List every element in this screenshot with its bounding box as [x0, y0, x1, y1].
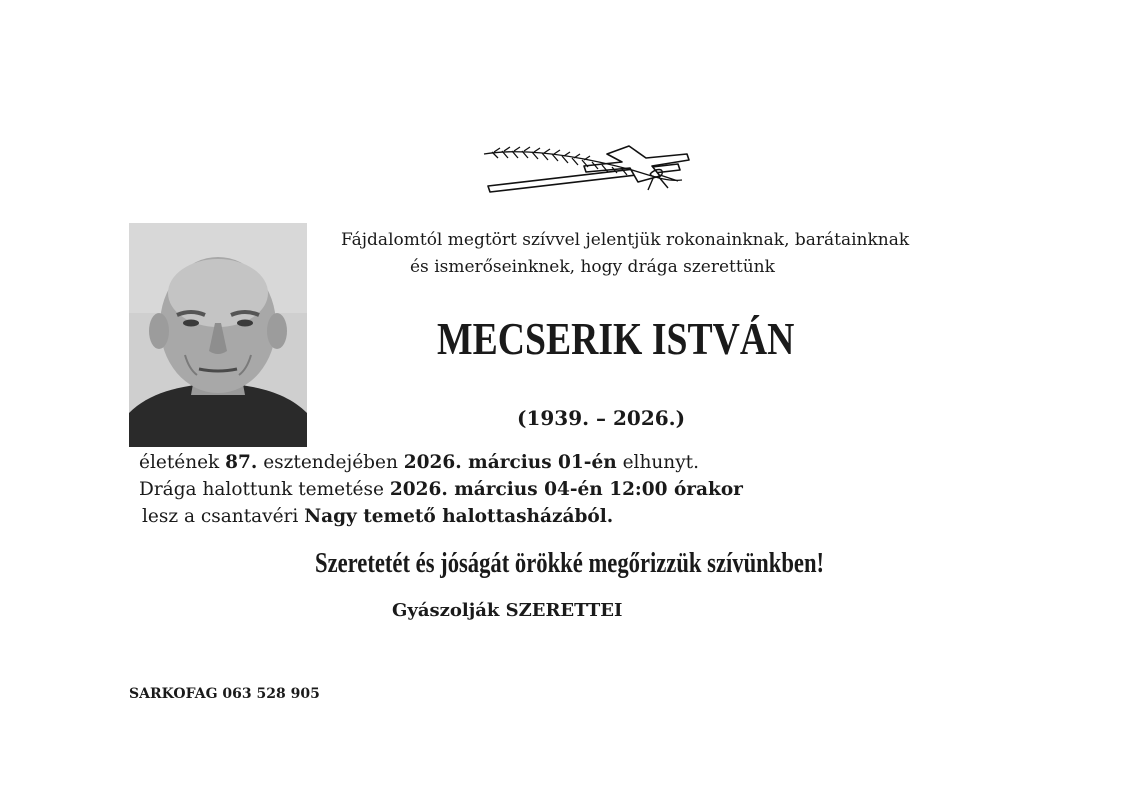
mourners-signature: Gyászolják SZERETTEI: [392, 600, 623, 621]
portrait-photo: [129, 223, 307, 447]
text: esztendejében: [257, 452, 404, 473]
death-date: 2026. március 01-én: [403, 452, 617, 473]
deceased-name: MECSERIK ISTVÁN: [437, 313, 795, 364]
text: életének: [139, 452, 226, 473]
funeral-place: Nagy temető halottasházából.: [304, 506, 614, 527]
age: 87.: [225, 452, 258, 473]
cross-with-palm-icon: [482, 140, 692, 196]
text: Drága halottunk temetése: [139, 479, 390, 500]
memorial-motto: Szeretetét és jóságát örökké megőrizzük szívünkben!: [315, 547, 825, 579]
funeral-place-line: [142, 506, 613, 527]
intro-line-1: Fájdalomtól megtört szívvel jelentjük rokonainknak, barátainknak: [341, 230, 910, 250]
age-death-line: [139, 452, 699, 473]
funeral-company: SARKOFAG 063 528 905: [129, 686, 320, 702]
text: elhunyt.: [616, 452, 699, 473]
life-years: (1939. – 2026.): [517, 406, 686, 430]
funeral-datetime: 2026. március 04-én 12:00 órakor: [389, 479, 743, 500]
funeral-time-line: [139, 479, 743, 500]
portrait-image: [129, 223, 307, 447]
intro-line-2: és ismerőseinknek, hogy drága szerettünk: [410, 257, 775, 277]
text: lesz a csantavéri: [142, 506, 305, 527]
